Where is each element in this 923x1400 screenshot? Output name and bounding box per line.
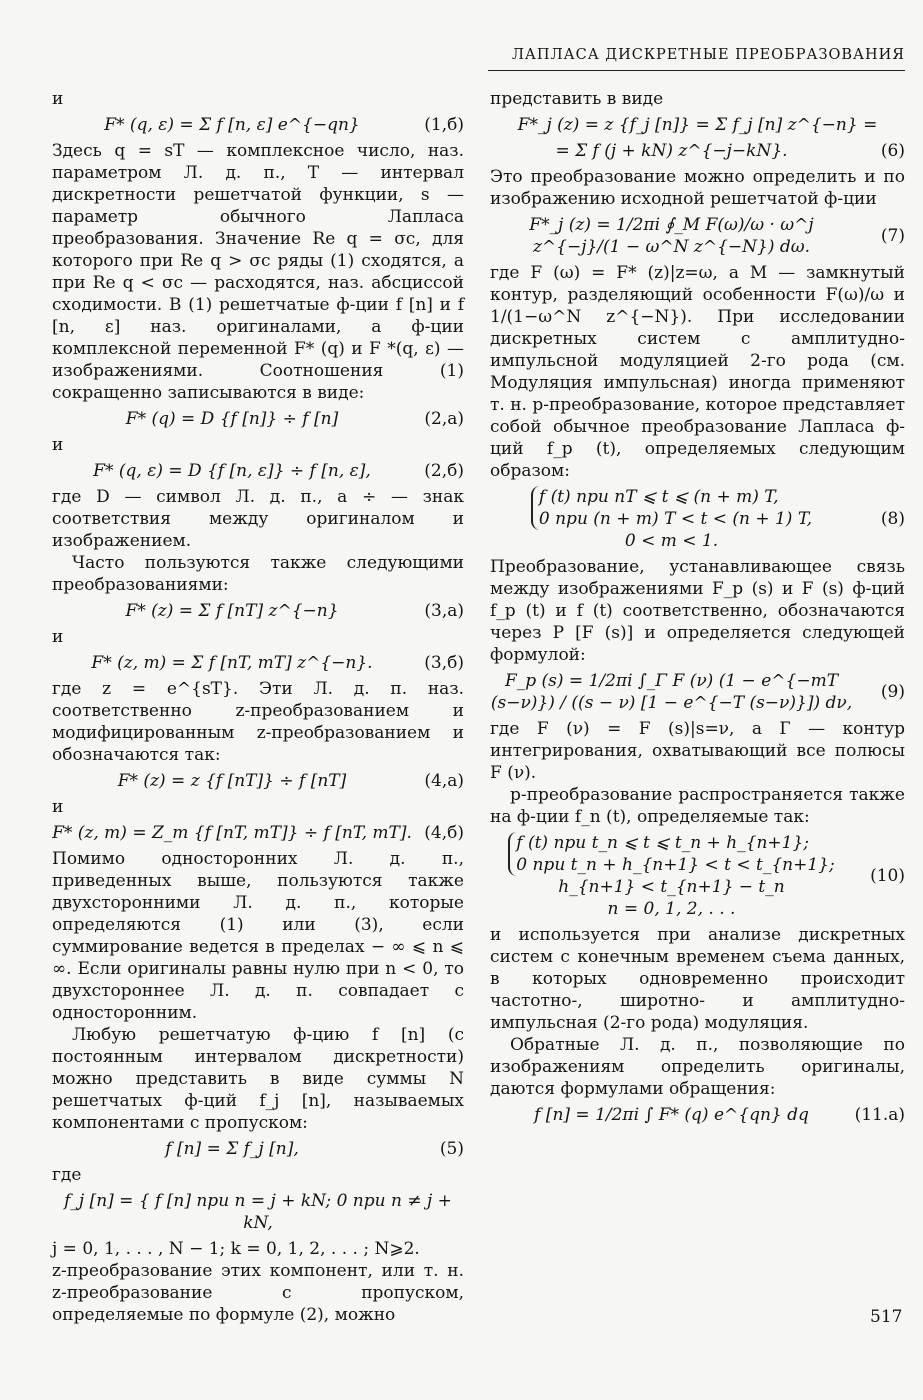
equation-expression: F*_j (z) = 1/2πi ∮_M F(ω)/ω · ω^j z^{−j}/(1 − ω^N z^{−N}) dω. bbox=[529, 215, 814, 257]
paragraph: Преобразование, устанавливающее связь между изображениями F_p (s) и F (s) ф-ций f_p (t) и f (t) соответственно, обозначаются через P [F (s)] и определяется следующей формулой: bbox=[490, 557, 905, 665]
equation-expression: F*_j (z) = z {f_j [n]} = Σ f_j [n] z^{−n} = bbox=[517, 115, 878, 135]
equation-expression: F* (z, m) = Z_m {f [nT, mT]} ÷ f [nT, mT]. bbox=[52, 823, 412, 843]
equation-label: (4,а) bbox=[424, 771, 464, 791]
equation-11a bbox=[490, 1104, 905, 1126]
equation-fj bbox=[52, 1190, 464, 1234]
equation-8 bbox=[490, 486, 905, 552]
paragraph: где F (ν) = F (s)|s=ν, а Г — контур интегрирования, охватывающий все полюсы F (ν). bbox=[490, 719, 905, 783]
cases-brace bbox=[508, 832, 834, 876]
case-line: f (t) при nT ⩽ t ⩽ (n + m) T, bbox=[538, 487, 779, 507]
conjunction: и bbox=[52, 627, 64, 647]
paragraph: z-преобразование этих компонент, или т. н. z-преобразование с пропуском, определяемые по формуле (2), можно bbox=[52, 1261, 464, 1325]
equation-expression: F* (z, m) = Σ f [nT, mT] z^{−n}. bbox=[91, 653, 373, 673]
conjunction: и bbox=[52, 89, 64, 109]
conjunction: и bbox=[52, 797, 64, 817]
equation-4a bbox=[52, 770, 464, 792]
case-line: 0 при t_n + h_{n+1} < t < t_{n+1}; bbox=[516, 855, 835, 875]
equation-6-line2 bbox=[490, 140, 905, 162]
equation-label: (11.а) bbox=[854, 1105, 905, 1125]
cases-brace bbox=[531, 486, 812, 530]
paragraph: и используется при анализе дискретных систем с конечным временем съема данных, в которых одновременно происходит частотно-, широтно- и амплитудно-импульсная (2-го рода) модуляция. bbox=[490, 925, 905, 1033]
index-ranges: j = 0, 1, . . . , N − 1; k = 0, 1, 2, . . . ; N⩾2. bbox=[52, 1239, 420, 1259]
paragraph: p-преобразование распространяется также на ф-ции f_n (t), определяемые так: bbox=[490, 785, 905, 827]
equation-label: (2,б) bbox=[424, 461, 464, 481]
case-condition: h_{n+1} < t_{n+1} − t_n bbox=[558, 877, 785, 897]
running-head: ЛАПЛАСА ДИСКРЕТНЫЕ ПРЕОБРАЗОВАНИЯ bbox=[488, 40, 905, 71]
left-column bbox=[52, 88, 464, 1326]
paragraph: Любую решетчатую ф-цию f [n] (с постоянным интервалом дискретности) можно представить в виде суммы N решетчатых ф-ций f_j [n], называемых компонентами с пропуском: bbox=[52, 1025, 464, 1133]
equation-expression: f_j [n] = { f [n] при n = j + kN; 0 при n ≠ j + kN, bbox=[64, 1191, 452, 1233]
equation-label: (8) bbox=[880, 509, 905, 529]
paragraph: Обратные Л. д. п., позволяющие по изображениям определить оригиналы, даются формулами обращения: bbox=[490, 1035, 905, 1099]
case-condition: n = 0, 1, 2, . . . bbox=[607, 899, 736, 919]
equation-label: (10) bbox=[870, 866, 905, 886]
equation-expression: F* (z) = Σ f [nT] z^{−n} bbox=[125, 601, 339, 621]
paragraph: Это преобразование можно определить и по изображению исходной решетчатой ф-ции bbox=[490, 167, 905, 209]
equation-3b bbox=[52, 652, 464, 674]
equation-expression: F* (q, ε) = D {f [n, ε]} ÷ f [n, ε], bbox=[93, 461, 371, 481]
equation-6-line1 bbox=[490, 114, 905, 136]
equation-expression: F* (z) = z {f [nT]} ÷ f [nT] bbox=[117, 771, 347, 791]
equation-label: (1,б) bbox=[424, 115, 464, 135]
equation-2a bbox=[52, 408, 464, 430]
paragraph: Помимо односторонних Л. д. п., приведенных выше, пользуются также двухсторонними Л. д. п., которые определяются (1) или (3), если суммирование ведется в пределах − ∞ ⩽ n ⩽ ∞. Если оригиналы равны нулю при n < 0, то двухстороннее Л. д. п. совпадает с односторонним. bbox=[52, 849, 464, 1023]
paragraph: Часто пользуются также следующими преобразованиями: bbox=[52, 553, 464, 595]
equation-label: (5) bbox=[439, 1139, 464, 1159]
conjunction: где bbox=[52, 1165, 82, 1185]
equation-expression bbox=[490, 486, 853, 552]
paragraph: где D — символ Л. д. п., а ÷ — знак соответствия между оригиналом и изображением. bbox=[52, 487, 464, 551]
equation-label: (4,б) bbox=[424, 823, 464, 843]
equation-label: (3,б) bbox=[424, 653, 464, 673]
paragraph: где F (ω) = F* (z)|z=ω, а M — замкнутый контур, разделяющий особенности F(ω)/ω и 1/(1−ω^N z^{−N}). При исследовании дискретных систем с амплитудно-импульсной модуляцией 2-го рода (см. Модуляция импульсная) иногда применяют т. н. p-преобразование, которое представляет собой обычное преобразование Лапласа ф-ций f_p (t), определяемых следующим образом: bbox=[490, 263, 905, 481]
conjunction: и bbox=[52, 435, 64, 455]
equation-expression bbox=[490, 832, 853, 920]
equation-4b bbox=[52, 822, 464, 844]
equation-2b bbox=[52, 460, 464, 482]
equation-expression: F* (q) = D {f [n]} ÷ f [n] bbox=[125, 409, 339, 429]
case-condition: 0 < m < 1. bbox=[624, 531, 719, 551]
equation-label: (7) bbox=[880, 226, 905, 246]
equation-label: (9) bbox=[880, 682, 905, 702]
equation-9 bbox=[490, 670, 905, 714]
paragraph: представить в виде bbox=[490, 89, 664, 109]
equation-label: (6) bbox=[880, 141, 905, 161]
paragraph: Здесь q = sT — комплексное число, наз. параметром Л. д. п., T — интервал дискретности решетчатой функции, s — параметр обычного Лапласа преобразования. Значение Re q = σc, для которого при Re q > σc ряды (1) сходятся, а при Re q < σc — расходятся, наз. абсциссой сходимости. В (1) решетчатые ф-ции f [n] и f [n, ε] наз. оригиналами, а ф-ции комплексной переменной F* (q) и F *(q, ε) — изображениями. Соотношения (1) сокращенно записываются в виде: bbox=[52, 141, 464, 403]
equation-3a bbox=[52, 600, 464, 622]
equation-expression: f [n] = 1/2πi ∫ F* (q) e^{qn} dq bbox=[534, 1105, 809, 1125]
equation-7 bbox=[490, 214, 905, 258]
page-number: 517 bbox=[870, 1307, 903, 1327]
equation-5 bbox=[52, 1138, 464, 1160]
equation-expression: F_p (s) = 1/2πi ∫_Γ F (ν) (1 − e^{−mT (s−ν)}) / ((s − ν) [1 − e^{−T (s−ν)}]) dν, bbox=[490, 671, 853, 713]
right-column bbox=[490, 88, 905, 1130]
equation-1b bbox=[52, 114, 464, 136]
case-line: 0 при (n + m) T < t < (n + 1) T, bbox=[538, 509, 813, 529]
paragraph: где z = e^{sT}. Эти Л. д. п. наз. соответственно z-преобразованием и модифицированным z-преобразованием и обозначаются так: bbox=[52, 679, 464, 765]
equation-expression: f [n] = Σ f_j [n], bbox=[165, 1139, 299, 1159]
equation-expression: = Σ f (j + kN) z^{−j−kN}. bbox=[555, 141, 788, 161]
equation-label: (2,а) bbox=[424, 409, 464, 429]
case-line: f (t) при t_n ⩽ t ⩽ t_n + h_{n+1}; bbox=[516, 833, 810, 853]
equation-label: (3,а) bbox=[424, 601, 464, 621]
equation-10 bbox=[490, 832, 905, 920]
equation-expression: F* (q, ε) = Σ f [n, ε] e^{−qn} bbox=[104, 115, 360, 135]
